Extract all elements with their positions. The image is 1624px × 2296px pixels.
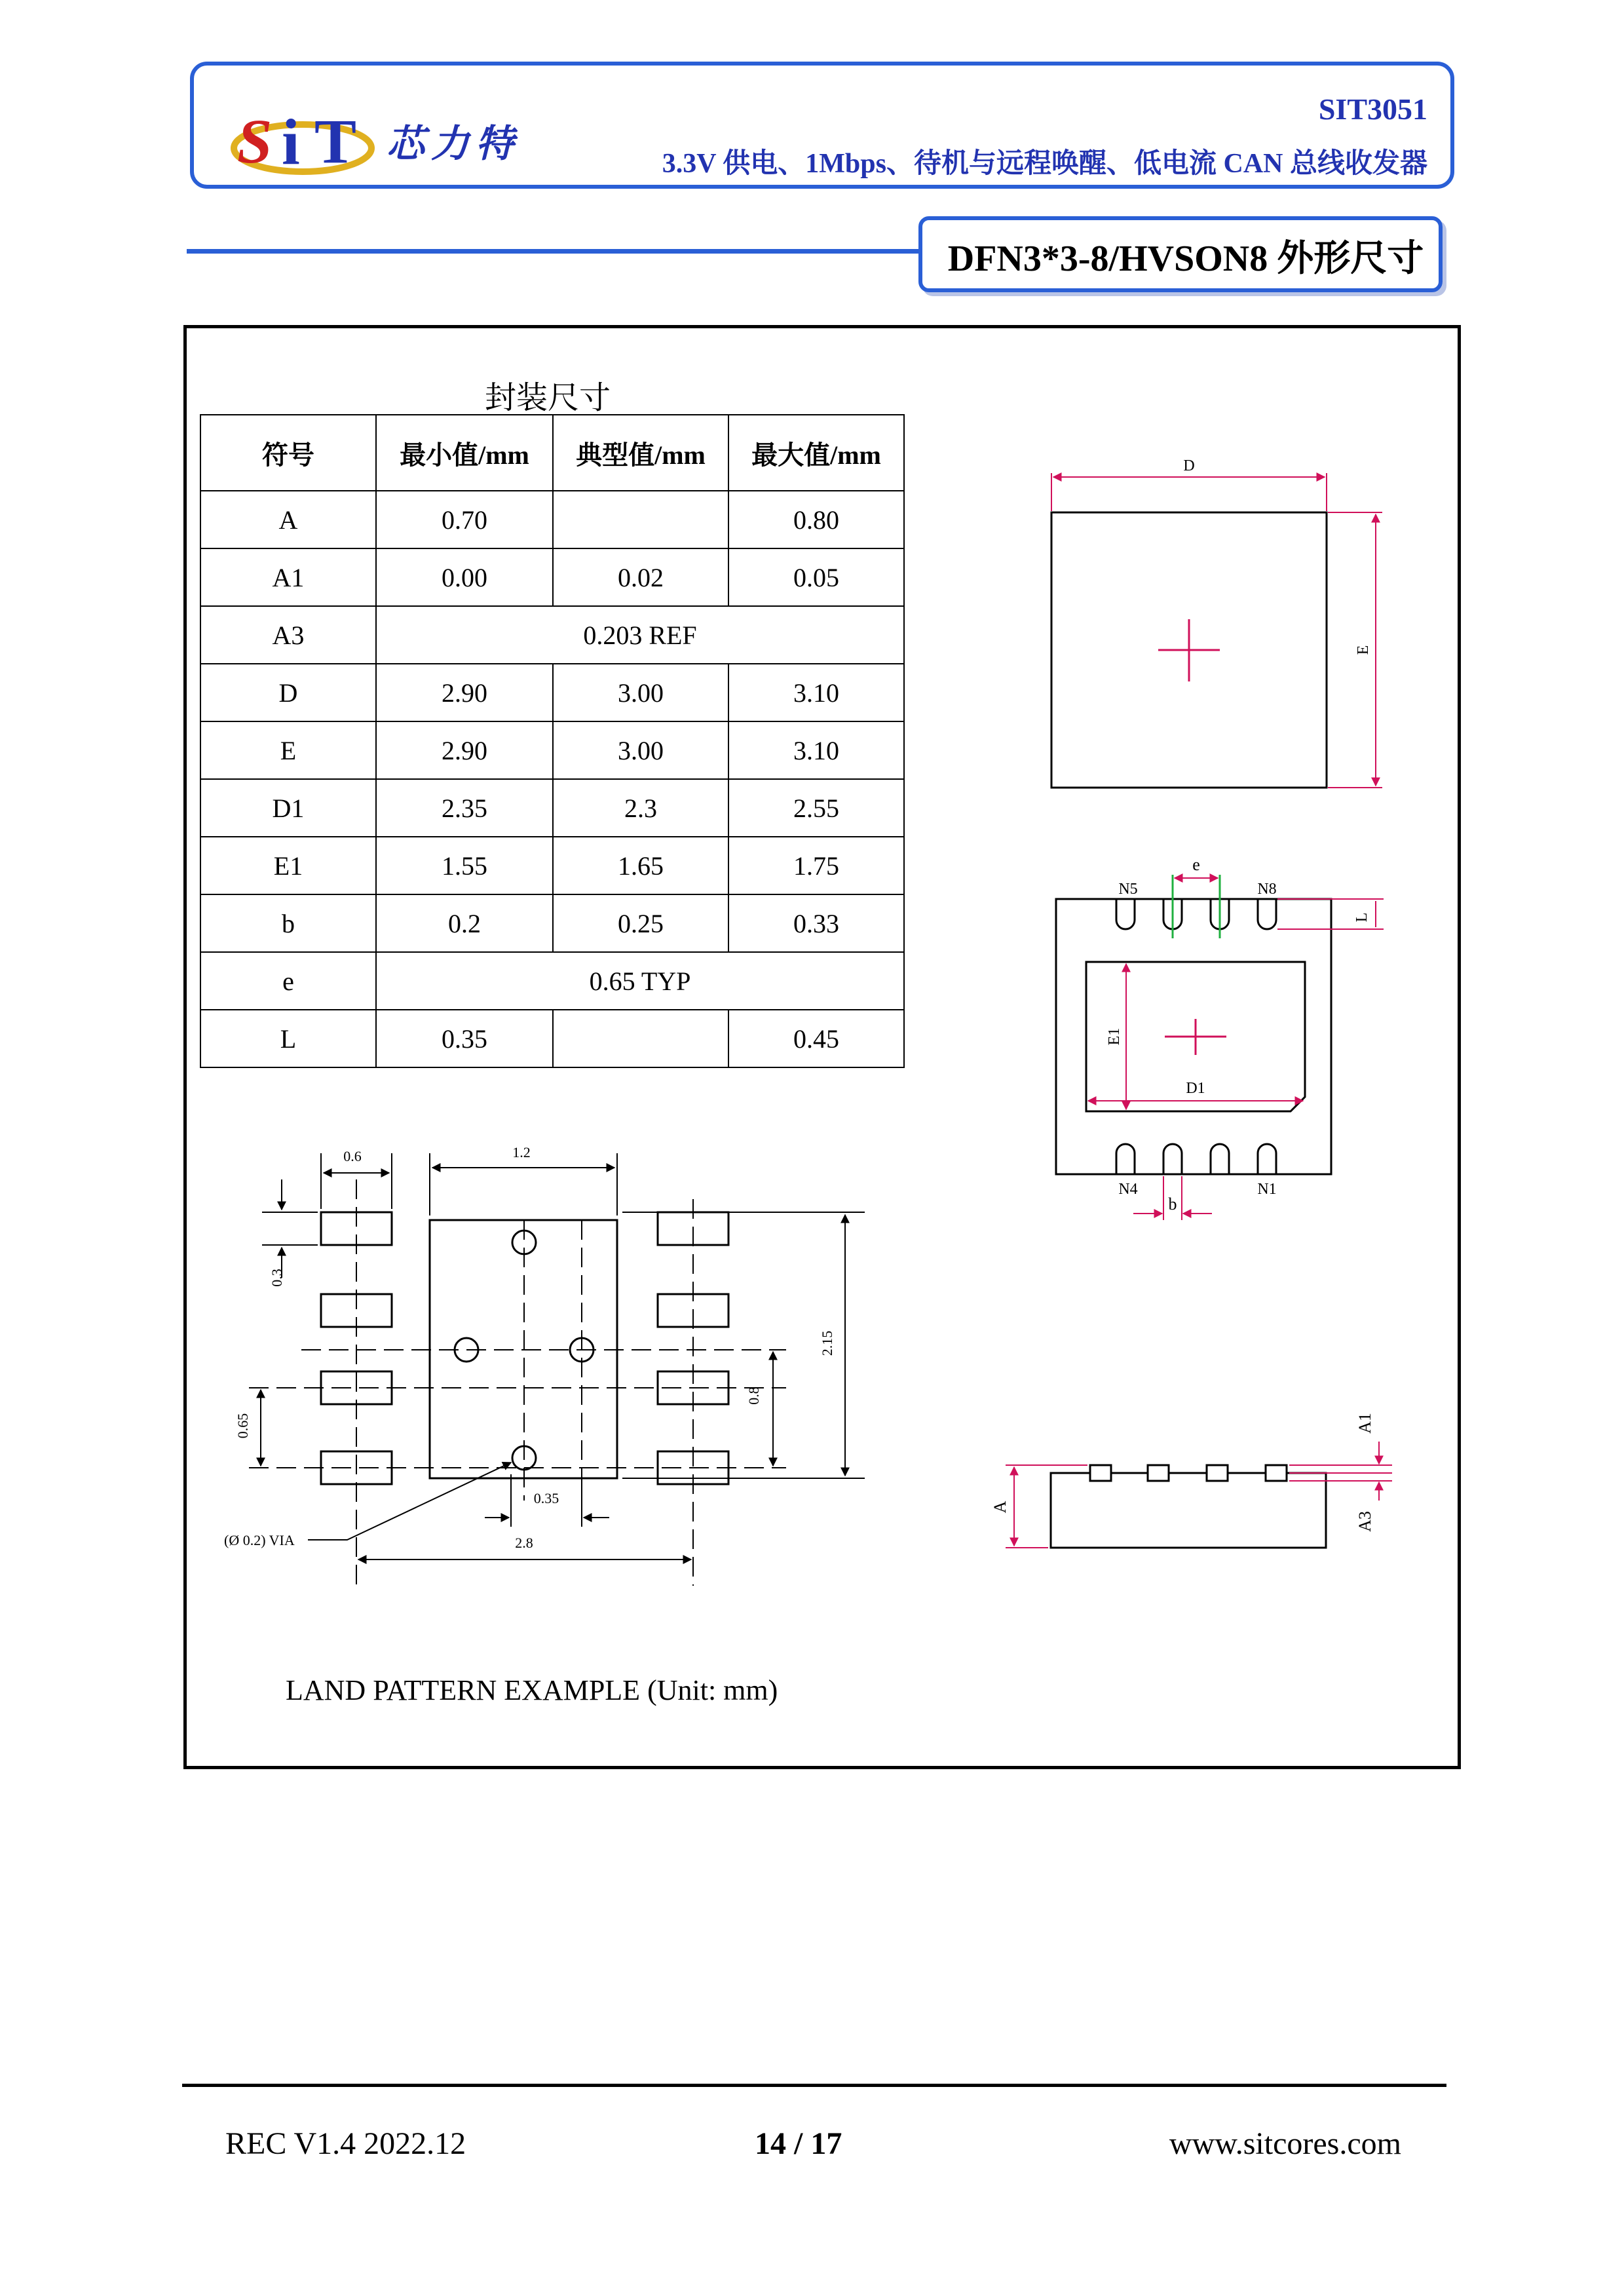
dim-1-2: 1.2 xyxy=(512,1144,531,1160)
label-n8: N8 xyxy=(1257,881,1277,898)
bottom-view xyxy=(1056,855,1384,1220)
typ-cell: 3.00 xyxy=(553,721,728,779)
label-l: L xyxy=(1353,912,1370,923)
symbol-cell: D xyxy=(200,664,376,721)
min-cell: 0.35 xyxy=(376,1010,553,1067)
min-cell: 1.55 xyxy=(376,837,553,894)
revision: REC V1.4 2022.12 xyxy=(225,2126,466,2161)
page-number: 14 / 17 xyxy=(755,2126,842,2161)
span-cell: 0.203 REF xyxy=(376,606,904,664)
typ-cell: 0.25 xyxy=(553,894,728,952)
svg-text:i: i xyxy=(282,105,300,178)
label-d: D xyxy=(1183,457,1195,474)
min-cell: 0.2 xyxy=(376,894,553,952)
max-cell: 0.05 xyxy=(728,548,904,606)
side-view xyxy=(991,1413,1392,1548)
max-cell: 3.10 xyxy=(728,721,904,779)
max-cell: 0.45 xyxy=(728,1010,904,1067)
label-n5: N5 xyxy=(1118,881,1138,898)
typ-cell: 2.3 xyxy=(553,779,728,837)
label-d1: D1 xyxy=(1186,1080,1205,1097)
header-cell: 典型值/mm xyxy=(553,415,728,491)
dim-2-15: 2.15 xyxy=(819,1330,835,1356)
label-a: A xyxy=(991,1501,1010,1514)
header-cell: 最小值/mm xyxy=(376,415,553,491)
max-cell: 0.33 xyxy=(728,894,904,952)
symbol-cell: b xyxy=(200,894,376,952)
max-cell: 1.75 xyxy=(728,837,904,894)
dim-0-8: 0.8 xyxy=(746,1387,762,1405)
min-cell: 2.90 xyxy=(376,664,553,721)
top-view xyxy=(1051,457,1382,788)
span-cell: 0.65 TYP xyxy=(376,952,904,1010)
label-e: E xyxy=(1355,645,1372,655)
website-link[interactable]: www.sitcores.com xyxy=(1169,2126,1401,2161)
land-pattern-labels xyxy=(224,1144,835,1551)
min-cell: 0.00 xyxy=(376,548,553,606)
symbol-cell: A3 xyxy=(200,606,376,664)
symbol-cell: D1 xyxy=(200,779,376,837)
header-cell: 符号 xyxy=(200,415,376,491)
max-cell: 3.10 xyxy=(728,664,904,721)
header-cell: 最大值/mm xyxy=(728,415,904,491)
dim-2-8: 2.8 xyxy=(515,1535,533,1551)
symbol-cell: L xyxy=(200,1010,376,1067)
dim-0-3: 0.3 xyxy=(269,1269,285,1287)
max-cell: 0.80 xyxy=(728,491,904,548)
header-subtitle: 3.3V 供电、1Mbps、待机与远程唤醒、低电流 CAN 总线收发器 xyxy=(662,149,1427,179)
typ-cell: 1.65 xyxy=(553,837,728,894)
land-pattern-caption: LAND PATTERN EXAMPLE (Unit: mm) xyxy=(286,1674,778,1706)
label-a1: A1 xyxy=(1355,1413,1374,1434)
symbol-cell: E xyxy=(200,721,376,779)
min-cell: 2.90 xyxy=(376,721,553,779)
max-cell: 2.55 xyxy=(728,779,904,837)
typ-cell: 3.00 xyxy=(553,664,728,721)
svg-text:T: T xyxy=(314,106,357,176)
min-cell: 0.70 xyxy=(376,491,553,548)
typ-cell: 0.02 xyxy=(553,548,728,606)
land-pattern xyxy=(249,1153,865,1586)
company-name: 芯力特 xyxy=(387,123,521,165)
dim-0-35: 0.35 xyxy=(533,1490,559,1506)
section-title: DFN3*3-8/HVSON8 外形尺寸 xyxy=(947,239,1424,279)
symbol-cell: A1 xyxy=(200,548,376,606)
label-e1: E1 xyxy=(1106,1027,1123,1046)
symbol-cell: A xyxy=(200,491,376,548)
label-n4: N4 xyxy=(1118,1181,1138,1198)
symbol-cell: e xyxy=(200,952,376,1010)
dim-0-6: 0.6 xyxy=(343,1148,362,1164)
table-title: 封装尺寸 xyxy=(485,381,611,415)
svg-text:S: S xyxy=(237,106,273,176)
symbol-cell: E1 xyxy=(200,837,376,894)
via-label: (Ø 0.2) VIA xyxy=(224,1532,295,1548)
label-a3: A3 xyxy=(1355,1511,1374,1532)
footer-rule xyxy=(182,2084,1446,2087)
min-cell: 2.35 xyxy=(376,779,553,837)
dim-0-65: 0.65 xyxy=(235,1413,251,1439)
label-n1: N1 xyxy=(1257,1181,1277,1198)
part-number: SIT3051 xyxy=(1318,92,1427,126)
label-pitch-e: e xyxy=(1192,855,1200,874)
label-b: b xyxy=(1168,1195,1177,1214)
